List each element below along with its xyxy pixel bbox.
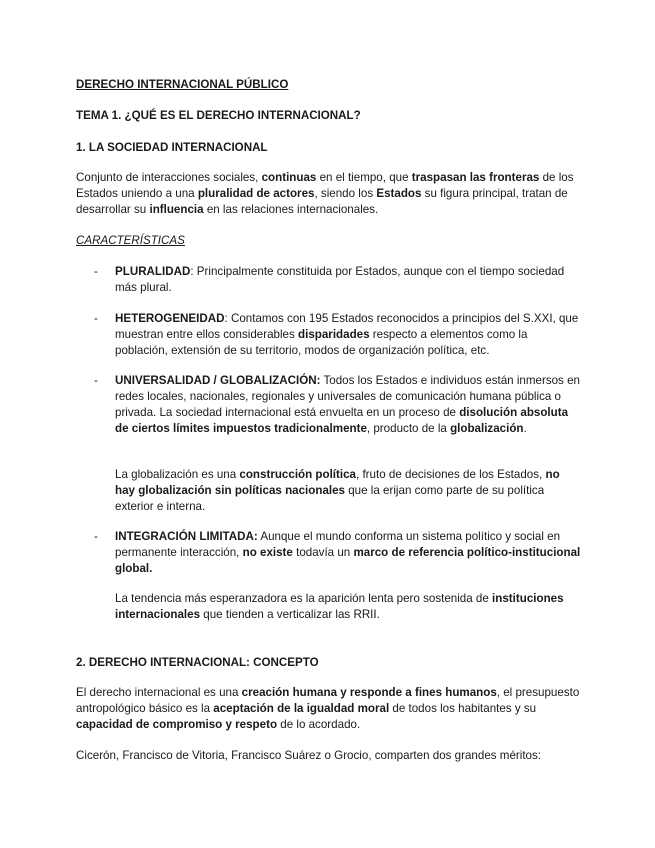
bullet-marker: - [94, 265, 98, 278]
integracion-bold-3: marco de referencia político-institucional global. [115, 546, 581, 575]
concepto-text-2: , el presupuesto antropológico básico es la [76, 686, 580, 715]
universalidad-label: UNIVERSALIDAD / GLOBALIZACIÓN: [115, 374, 321, 387]
list-item-universalidad [115, 373, 581, 437]
pluralidad-label: PLURALIDAD [115, 265, 191, 278]
bullet-marker: - [94, 530, 98, 543]
intro-text-3: de los Estados uniendo a una [76, 171, 574, 200]
intro-bold-4: Estados [376, 187, 422, 200]
ciceron-paragraph: Cicerón, Francisco de Vitoria, Francisco Suárez o Grocio, comparten dos grandes méritos: [76, 749, 542, 762]
concepto-bold-1: creación humana y responde a fines humanos [241, 686, 497, 699]
characteristics-heading: CARACTERÍSTICAS [76, 234, 185, 247]
course-title: DERECHO INTERNACIONAL PÚBLICO [76, 78, 289, 91]
list-item-heterogeneidad [115, 311, 581, 359]
universalidad-text-2: , producto de la [366, 422, 451, 435]
globalizacion-text-2: , fruto de decisiones de los Estados, [356, 468, 546, 481]
section-1-title: 1. LA SOCIEDAD INTERNACIONAL [76, 141, 268, 154]
integracion-bold-2: no existe [242, 546, 293, 559]
concepto-text-3: de todos los habitantes y su [389, 702, 537, 715]
intro-text-5: su figura principal, tratan de desarrollar su [76, 187, 568, 216]
list-item-integracion [115, 529, 581, 577]
globalizacion-bold-1: construcción política [239, 468, 357, 481]
universalidad-text-3: . [523, 422, 527, 435]
pluralidad-text: : Principalmente constituida por Estados, aunque con el tiempo sociedad más plural. [115, 265, 565, 294]
integracion-text-1: Aunque el mundo conforma un sistema político y social en permanente interacción, [115, 530, 561, 559]
intro-text-2: en el tiempo, que [316, 171, 412, 184]
heterogeneidad-text-1: : Contamos con 195 Estados reconocidos a principios del S.XXI, que muestran entre ellos considerables [115, 312, 579, 341]
tendencia-text-1: La tendencia más esperanzadora es la aparición lenta pero sostenida de [115, 592, 493, 605]
tendencia-paragraph [115, 591, 581, 623]
bullet-marker: - [94, 312, 98, 325]
bullet-marker: - [94, 374, 98, 387]
section-2-title: 2. DERECHO INTERNACIONAL: CONCEPTO [76, 656, 319, 669]
concepto-text-4: de lo acordado. [277, 718, 361, 731]
intro-text-6: en las relaciones internacionales. [203, 203, 379, 216]
topic-title: TEMA 1. ¿QUÉ ES EL DERECHO INTERNACIONAL? [76, 109, 361, 122]
heterogeneidad-label: HETEROGENEIDAD [115, 312, 225, 325]
concepto-bold-2: aceptación de la igualdad moral [213, 702, 390, 715]
intro-text-4: , siendo los [314, 187, 377, 200]
globalizacion-paragraph [115, 467, 581, 515]
heterogeneidad-bold-2: disparidades [298, 328, 370, 341]
list-item-pluralidad [115, 264, 581, 296]
concepto-bold-3: capacidad de compromiso y respeto [76, 718, 278, 731]
heterogeneidad-text-2: respecto a elementos como la población, extensión de su territorio, modos de organización política, etc. [115, 328, 528, 357]
tendencia-text-2: que tienden a verticalizar las RRII. [200, 608, 380, 621]
concepto-paragraph [76, 685, 581, 733]
universalidad-text-1: Todos los Estados e individuos están inmersos en redes locales, nacionales, regionales y universales de comunicación humana pública o privada. La sociedad internacional está envuelta en un proceso de [115, 374, 580, 419]
globalizacion-bold-2: no hay globalización sin políticas nacionales [115, 468, 560, 497]
concepto-text-1: El derecho internacional es una [76, 686, 242, 699]
universalidad-bold-3: globalización [450, 422, 524, 435]
intro-bold-3: pluralidad de actores [197, 187, 315, 200]
intro-text-1: Conjunto de interacciones sociales, [76, 171, 262, 184]
globalizacion-text-1: La globalización es una [115, 468, 240, 481]
integracion-label: INTEGRACIÓN LIMITADA: [115, 530, 258, 543]
tendencia-bold-1: instituciones internacionales [115, 592, 564, 621]
intro-paragraph [76, 170, 581, 218]
intro-bold-2: traspasan las fronteras [411, 171, 540, 184]
universalidad-bold-2: disolución absoluta de ciertos límites impuestos tradicionalmente [115, 406, 569, 435]
intro-bold-1: continuas [261, 171, 317, 184]
integracion-text-2: todavía un [292, 546, 354, 559]
globalizacion-text-3: que la erijan como parte de su política exterior e interna. [115, 484, 545, 513]
intro-bold-5: influencia [149, 203, 204, 216]
